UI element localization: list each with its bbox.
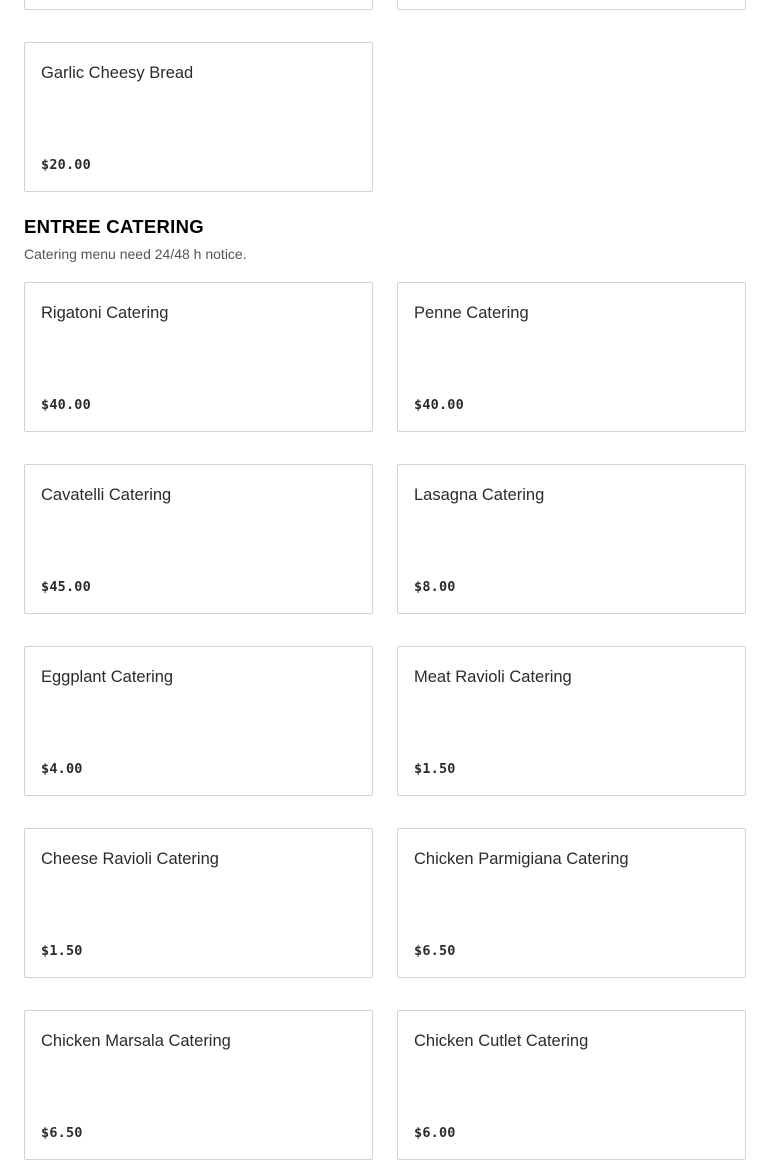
menu-item-price: $40.00: [414, 397, 464, 413]
menu-item-name: Eggplant Catering: [41, 668, 174, 686]
menu-item-card[interactable]: [24, 282, 373, 432]
menu-item-card[interactable]: [24, 1010, 373, 1160]
menu-item-price: $6.50: [414, 943, 456, 959]
menu-item-card[interactable]: [397, 1010, 746, 1160]
menu-item-name: Meat Ravioli Catering: [414, 668, 572, 686]
menu-item-name: Chicken Marsala Catering: [41, 1032, 231, 1050]
menu-item-card[interactable]: [24, 646, 373, 796]
menu-item-price: $6.50: [41, 1125, 83, 1141]
section-note: Catering menu need 24/48 h notice.: [24, 246, 247, 262]
menu-item-name: Rigatoni Catering: [41, 304, 169, 322]
menu-item-price: $1.50: [41, 943, 83, 959]
menu-item-name: Lasagna Catering: [414, 486, 545, 504]
entree-item-grid: [24, 282, 746, 1160]
menu-item-card-partial[interactable]: [397, 0, 746, 10]
section-title: ENTREE CATERING: [24, 216, 204, 237]
menu-item-price: $40.00: [41, 397, 91, 413]
menu-item-card[interactable]: [397, 282, 746, 432]
menu-item-name: Cavatelli Catering: [41, 486, 172, 504]
menu-item-card[interactable]: [397, 828, 746, 978]
menu-item-card[interactable]: [397, 646, 746, 796]
menu-item-card[interactable]: [24, 42, 373, 192]
menu-item-card[interactable]: [24, 464, 373, 614]
menu-item-price: $45.00: [41, 579, 91, 595]
menu-item-name: Cheese Ravioli Catering: [41, 850, 219, 868]
menu-item-card[interactable]: [397, 464, 746, 614]
menu-item-price: $4.00: [41, 761, 83, 777]
menu-item-price: $8.00: [414, 579, 456, 595]
menu-item-card-partial[interactable]: [24, 0, 373, 10]
menu-item-name: Garlic Cheesy Bread: [41, 64, 194, 82]
menu-item-name: Chicken Cutlet Catering: [414, 1032, 589, 1050]
menu-item-price: $20.00: [41, 157, 91, 173]
menu-item-price: $6.00: [414, 1125, 456, 1141]
menu-item-name: Chicken Parmigiana Catering: [414, 850, 629, 868]
menu-item-price: $1.50: [414, 761, 456, 777]
sides-item-grid: [24, 0, 746, 192]
menu-item-card[interactable]: [24, 828, 373, 978]
menu-item-name: Penne Catering: [414, 304, 529, 322]
